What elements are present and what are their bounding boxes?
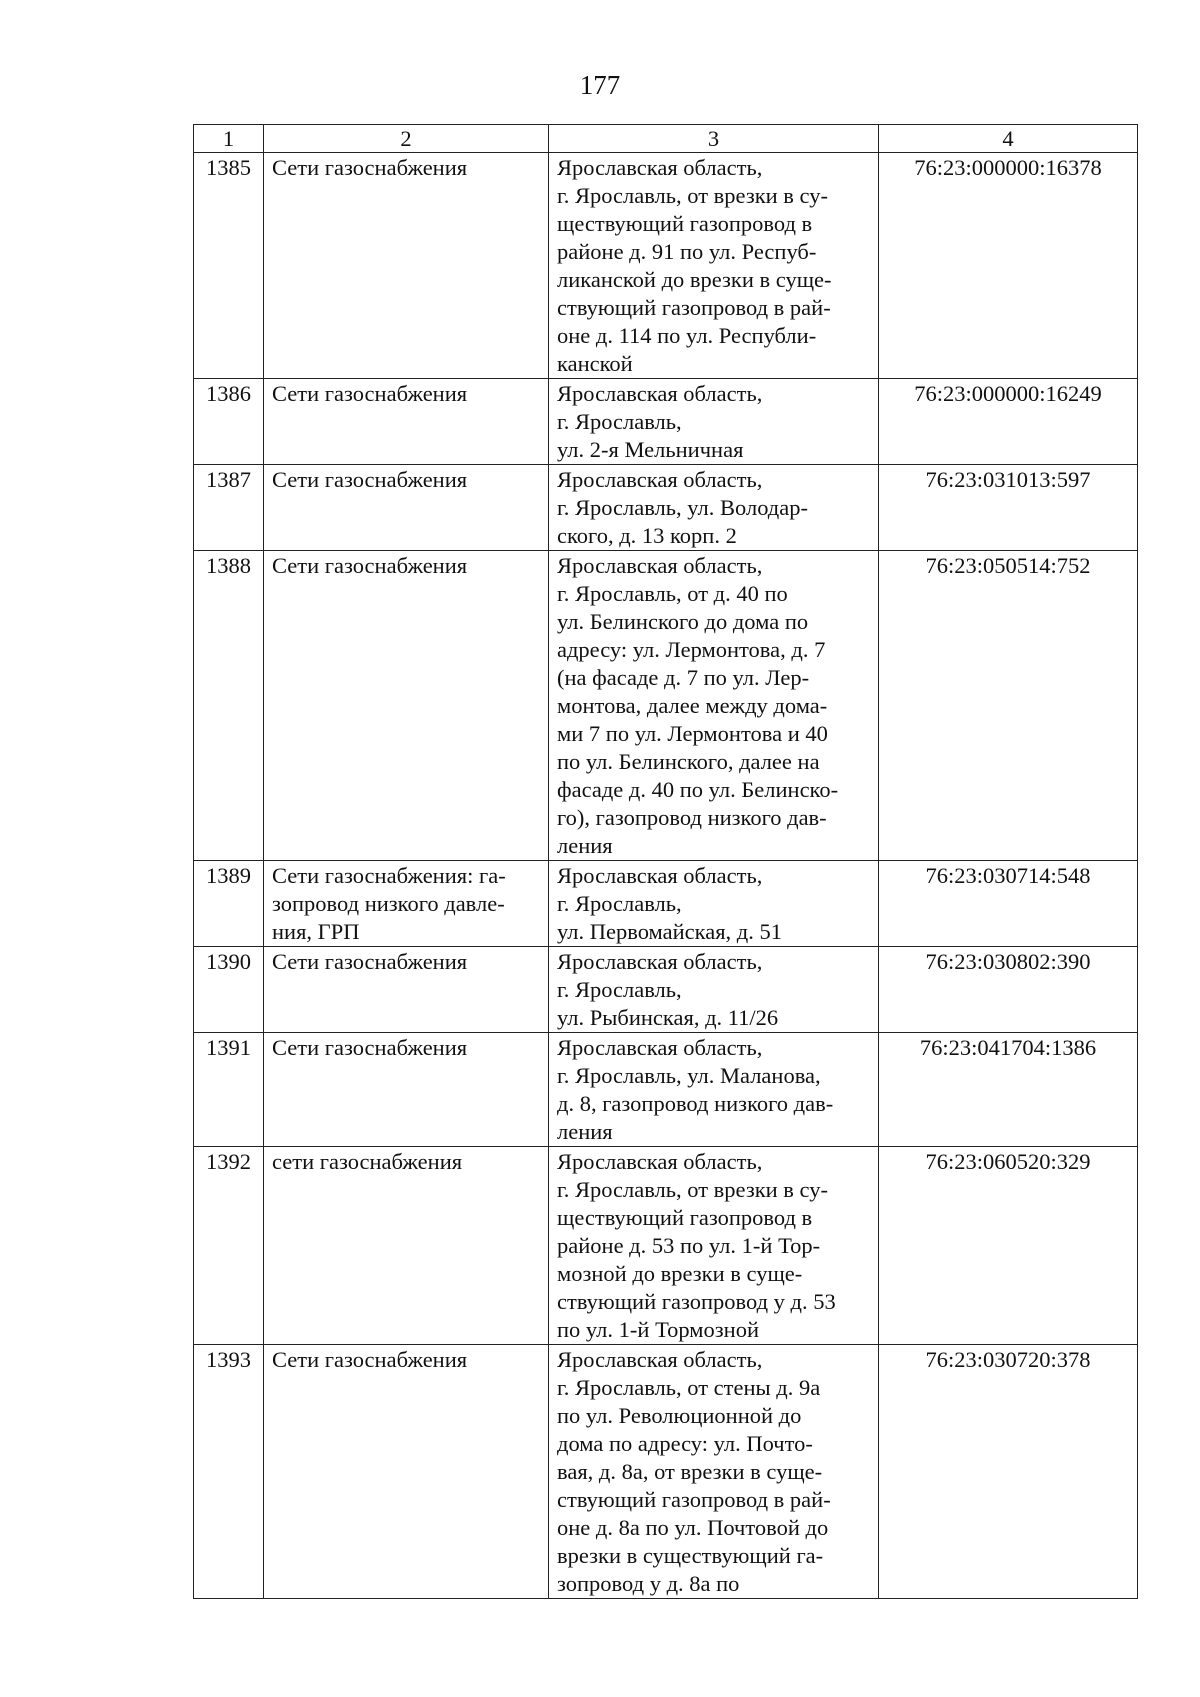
location-line: г. Ярославль, от врезки в су- <box>557 1177 828 1202</box>
row-number: 1389 <box>194 861 264 947</box>
location-line: по ул. 1-й Тормозной <box>557 1317 759 1342</box>
cadastral-number: 76:23:060520:329 <box>879 1147 1138 1345</box>
location-cell <box>549 947 879 1033</box>
location-line: зопровод у д. 8а по <box>557 1571 740 1596</box>
location-line: канской <box>557 351 633 376</box>
table-body <box>194 153 1138 1599</box>
object-name-cell <box>264 1033 549 1147</box>
location-line: фасаде д. 40 по ул. Белинско- <box>557 777 839 802</box>
location-line: г. Ярославль, от д. 40 по <box>557 581 788 606</box>
row-number: 1385 <box>194 153 264 379</box>
cadastral-number: 76:23:041704:1386 <box>879 1033 1138 1147</box>
row-number: 1386 <box>194 379 264 465</box>
row-number: 1392 <box>194 1147 264 1345</box>
table-row <box>194 947 1138 1033</box>
object-name-line: Сети газоснабжения <box>272 949 468 974</box>
location-line: районе д. 53 по ул. 1-й Тор- <box>557 1233 821 1258</box>
location-cell <box>549 1345 879 1599</box>
location-cell <box>549 1147 879 1345</box>
cadastral-number: 76:23:000000:16378 <box>879 153 1138 379</box>
object-name-cell <box>264 153 549 379</box>
page-number: 177 <box>579 70 621 100</box>
location-line: д. 8, газопровод низкого дав- <box>557 1091 834 1116</box>
location-line: ществующий газопровод в <box>557 211 813 236</box>
location-line: ул. Первомайская, д. 51 <box>557 919 782 944</box>
location-line: Ярославская область, <box>557 1149 763 1174</box>
table-row <box>194 551 1138 861</box>
location-cell <box>549 465 879 551</box>
location-line: ствующий газопровод в рай- <box>557 1487 831 1512</box>
location-line: ствующий газопровод у д. 53 <box>557 1289 836 1314</box>
object-name-cell <box>264 379 549 465</box>
cadastral-number: 76:23:000000:16249 <box>879 379 1138 465</box>
location-line: ул. Белинского до дома по <box>557 609 809 634</box>
table-row <box>194 379 1138 465</box>
cadastral-number: 76:23:031013:597 <box>879 465 1138 551</box>
location-line: Ярославская область, <box>557 381 763 406</box>
location-line: Ярославская область, <box>557 553 763 578</box>
object-name-cell <box>264 861 549 947</box>
row-number: 1390 <box>194 947 264 1033</box>
object-name-line: Сети газоснабжения <box>272 381 468 406</box>
object-name-line: зопровод низкого давле- <box>272 891 505 916</box>
location-line: г. Ярославль, от врезки в су- <box>557 183 828 208</box>
object-name-line: Сети газоснабжения <box>272 553 468 578</box>
location-line: монтова, далее между дома- <box>557 693 828 718</box>
location-line: ул. Рыбинская, д. 11/26 <box>557 1005 779 1030</box>
row-number: 1387 <box>194 465 264 551</box>
location-line: адресу: ул. Лермонтова, д. 7 <box>557 637 826 662</box>
location-cell <box>549 551 879 861</box>
column-header-3: 3 <box>549 125 879 153</box>
object-name-line: Сети газоснабжения <box>272 155 468 180</box>
row-number: 1393 <box>194 1345 264 1599</box>
column-header-1: 1 <box>194 125 264 153</box>
row-number: 1388 <box>194 551 264 861</box>
location-line: Ярославская область, <box>557 467 763 492</box>
location-line: (на фасаде д. 7 по ул. Лер- <box>557 665 810 690</box>
table-row <box>194 1345 1138 1599</box>
location-line: по ул. Революционной до <box>557 1403 802 1428</box>
table-row <box>194 465 1138 551</box>
object-name-cell <box>264 551 549 861</box>
location-line: г. Ярославль, <box>557 409 682 434</box>
cadastral-number: 76:23:030720:378 <box>879 1345 1138 1599</box>
location-line: врезки в существующий га- <box>557 1543 824 1568</box>
location-line: ления <box>557 833 613 858</box>
location-line: ского, д. 13 корп. 2 <box>557 523 737 548</box>
location-cell <box>549 153 879 379</box>
cadastral-number: 76:23:030714:548 <box>879 861 1138 947</box>
location-line: ул. 2-я Мельничная <box>557 437 744 462</box>
object-name-cell <box>264 947 549 1033</box>
object-name-line: Сети газоснабжения <box>272 1347 468 1372</box>
location-line: г. Ярославль, <box>557 977 682 1002</box>
table-row <box>194 1033 1138 1147</box>
location-line: ствующий газопровод в рай- <box>557 295 831 320</box>
location-line: Ярославская область, <box>557 1035 763 1060</box>
location-cell <box>549 861 879 947</box>
table-row <box>194 861 1138 947</box>
location-line: ществующий газопровод в <box>557 1205 813 1230</box>
location-line: г. Ярославль, ул. Володар- <box>557 495 808 520</box>
location-line: го), газопровод низкого дав- <box>557 805 827 830</box>
object-name-cell <box>264 1147 549 1345</box>
location-line: г. Ярославль, от стены д. 9а <box>557 1375 821 1400</box>
location-cell <box>549 379 879 465</box>
location-line: Ярославская область, <box>557 863 763 888</box>
location-line: г. Ярославль, ул. Маланова, <box>557 1063 821 1088</box>
location-line: ми 7 по ул. Лермонтова и 40 <box>557 721 828 746</box>
row-number: 1391 <box>194 1033 264 1147</box>
column-header-2: 2 <box>264 125 549 153</box>
object-name-line: ния, ГРП <box>272 919 360 944</box>
location-line: мозной до врезки в суще- <box>557 1261 803 1286</box>
location-line: ликанской до врезки в суще- <box>557 267 832 292</box>
object-name-cell <box>264 465 549 551</box>
location-line: дома по адресу: ул. Почто- <box>557 1431 813 1456</box>
location-line: вая, д. 8а, от врезки в суще- <box>557 1459 823 1484</box>
location-line: Ярославская область, <box>557 155 763 180</box>
table-row <box>194 153 1138 379</box>
location-line: Ярославская область, <box>557 1347 763 1372</box>
location-line: Ярославская область, <box>557 949 763 974</box>
location-line: оне д. 8а по ул. Почтовой до <box>557 1515 829 1540</box>
table-row <box>194 1147 1138 1345</box>
location-line: оне д. 114 по ул. Республи- <box>557 323 817 348</box>
registry-table <box>193 124 1138 1599</box>
object-name-line: сети газоснабжения <box>272 1149 463 1174</box>
cadastral-number: 76:23:050514:752 <box>879 551 1138 861</box>
location-cell <box>549 1033 879 1147</box>
object-name-line: Сети газоснабжения: га- <box>272 863 506 888</box>
location-line: районе д. 91 по ул. Респуб- <box>557 239 817 264</box>
location-line: ления <box>557 1119 613 1144</box>
location-line: по ул. Белинского, далее на <box>557 749 820 774</box>
column-header-4: 4 <box>879 125 1138 153</box>
object-name-line: Сети газоснабжения <box>272 1035 468 1060</box>
table-header-row <box>194 125 1138 153</box>
location-line: г. Ярославль, <box>557 891 682 916</box>
object-name-line: Сети газоснабжения <box>272 467 468 492</box>
cadastral-number: 76:23:030802:390 <box>879 947 1138 1033</box>
object-name-cell <box>264 1345 549 1599</box>
